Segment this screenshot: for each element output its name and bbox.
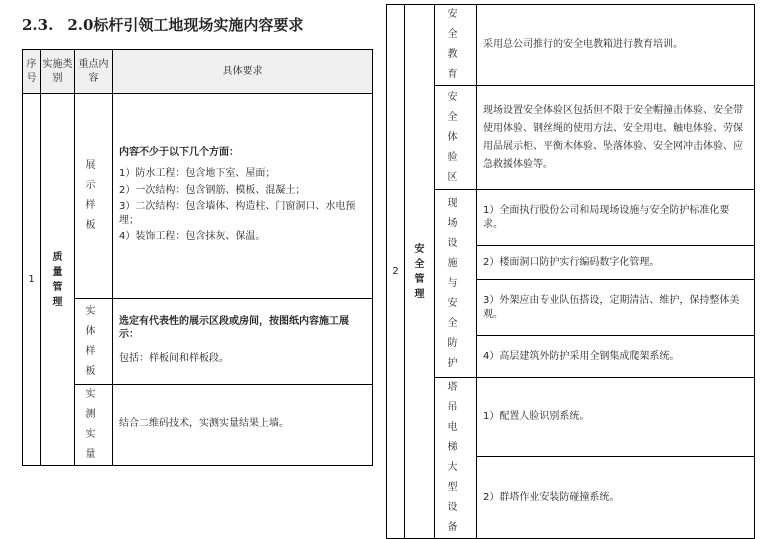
focus-cell: 实体样板 [75, 299, 113, 385]
quality-table [22, 49, 373, 466]
table-row [23, 94, 373, 299]
requirement-cell: 4）高层建筑外防护采用全钢集成爬架系统。 [477, 336, 755, 378]
requirement-cell: 1）配置人脸识别系统。 [477, 378, 755, 457]
header-requirement: 具体要求 [113, 50, 373, 94]
table-row [23, 385, 373, 466]
requirement-title: 内容不少于以下几个方面： [119, 146, 239, 158]
section-title: 2.0标杆引领工地现场实施内容要求 [67, 16, 304, 34]
requirement-cell [113, 385, 373, 466]
requirement-cell: 采用总公司推行的安全电教箱进行教育培训。 [477, 5, 755, 86]
category-cell: 安全管理 [405, 5, 435, 539]
focus-cell: 现场设施与安全防护 [435, 190, 477, 378]
section-heading [22, 14, 372, 35]
focus-cell: 实测实量 [75, 385, 113, 466]
header-category: 实施类别 [41, 50, 75, 94]
header-seq: 序号 [23, 50, 41, 94]
focus-cell: 展示样板 [75, 94, 113, 299]
table-row [387, 5, 755, 86]
requirement-cell: 1）全面执行股份公司和局现场设施与安全防护标准化要求。 [477, 190, 755, 246]
requirement-line: 2）一次结构：包含钢筋、模板、混凝土； [119, 184, 306, 196]
section-number: 2.3. [22, 16, 54, 34]
requirement-line: 结合二维码技术，实测实量结果上墙。 [119, 417, 289, 429]
table-row [387, 378, 755, 457]
focus-cell: 安全体验区 [435, 86, 477, 190]
requirement-line: 包括：样板间和样板段。 [119, 352, 229, 364]
category-cell: 质量管理 [41, 94, 75, 466]
focus-cell: 安全教育 [435, 5, 477, 86]
requirement-line: 4）装饰工程：包含抹灰、保温。 [119, 231, 266, 242]
table-row [23, 299, 373, 385]
requirement-cell: 现场设置安全体验区包括但不限于安全帽撞击体验、安全带使用体验、钢丝绳的使用方法、安全用电、触电体验、劳保用品展示柜、平衡木体验、坠落体验、安全网冲击体验、应急救援体验等。 [477, 86, 755, 190]
table-row [387, 86, 755, 190]
requirement-line: 3）二次结构：包含墙体、构造柱、门窗洞口、水电预埋； [119, 201, 356, 226]
requirement-title: 选定有代表性的展示区段或房间，按图纸内容施工展示： [119, 315, 349, 341]
table-row [387, 190, 755, 246]
requirement-line: 1）防水工程：包含地下室、屋面； [119, 168, 276, 179]
table-header-row [23, 50, 373, 94]
safety-table [386, 4, 755, 539]
focus-cell: 塔吊电梯大型设备 [435, 378, 477, 539]
requirement-cell [113, 94, 373, 299]
requirement-cell: 3）外架应由专业队伍搭设，定期清洁、维护，保持整体美观。 [477, 280, 755, 336]
requirement-cell: 2）楼面洞口防护实行编码数字化管理。 [477, 246, 755, 280]
requirement-cell [113, 299, 373, 385]
requirement-cell: 2）群塔作业安装防碰撞系统。 [477, 457, 755, 539]
header-focus: 重点内容 [75, 50, 113, 94]
row-number: 1 [23, 94, 41, 466]
row-number: 2 [387, 5, 405, 539]
